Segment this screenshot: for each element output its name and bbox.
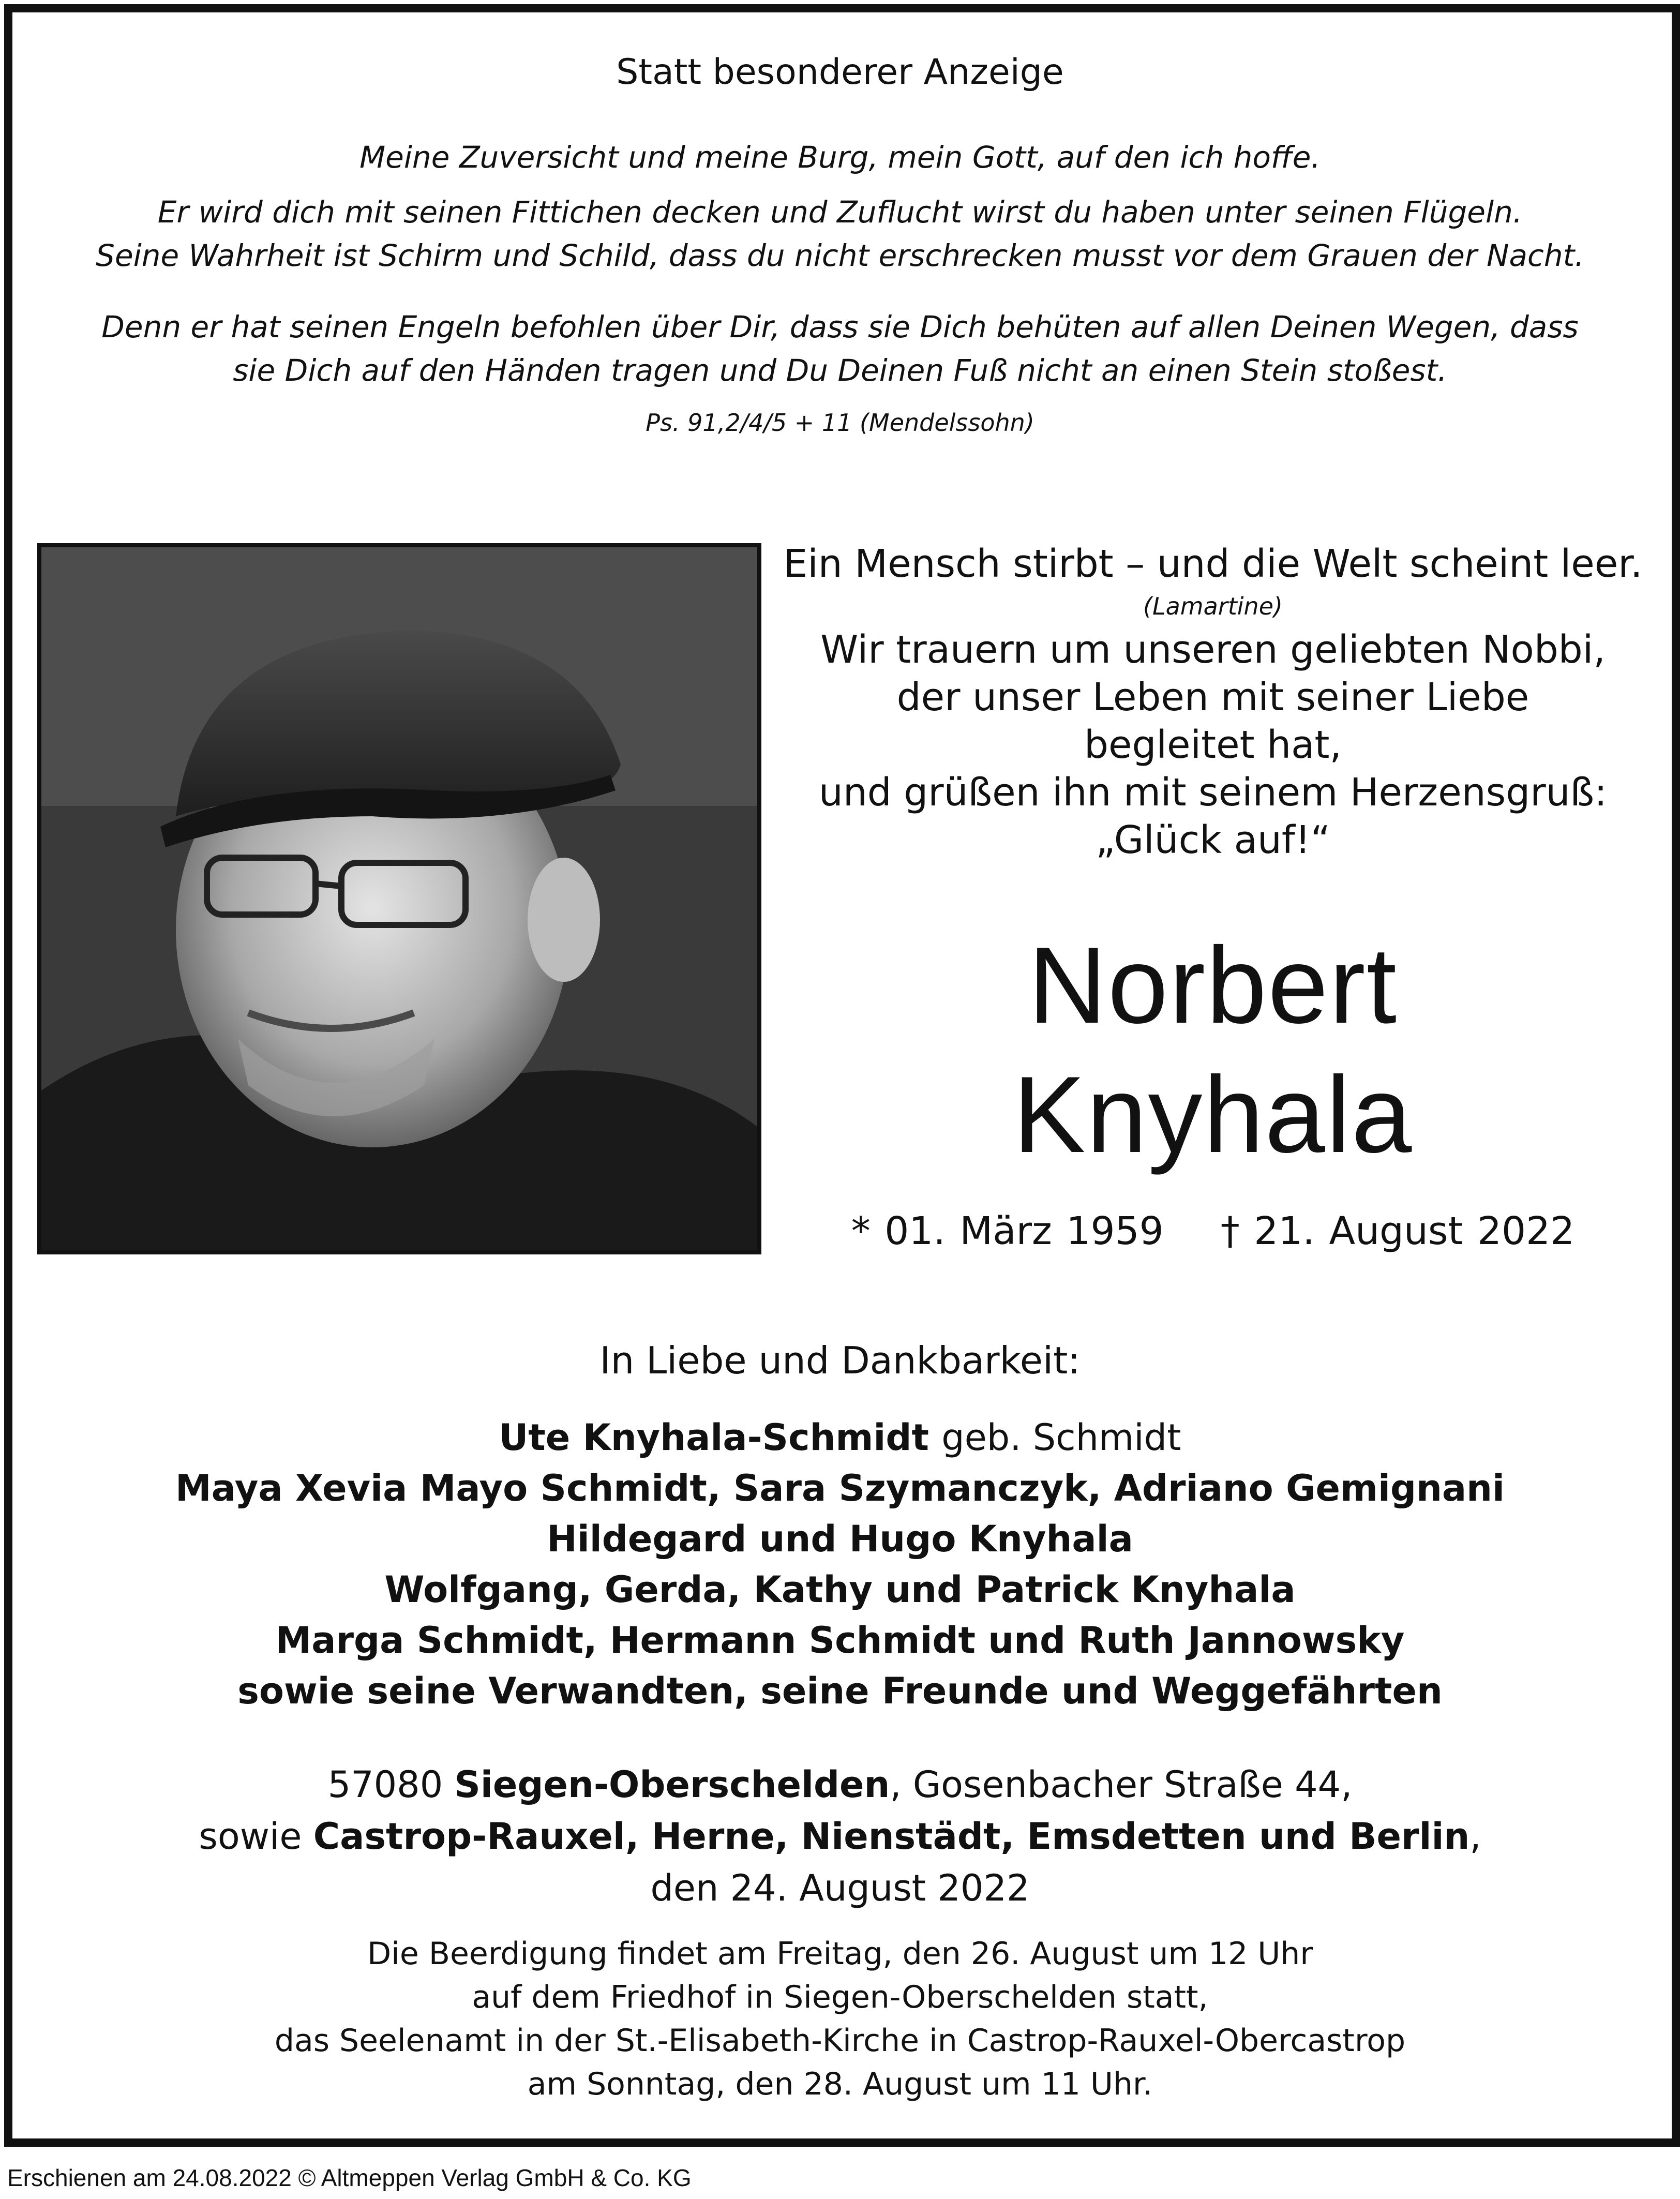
funeral-line: am Sonntag, den 28. August um 11 Uhr. [527,2066,1153,2102]
spouse-maiden-name: geb. Schmidt [941,1416,1181,1459]
tribute-line: Wir trauern um unseren geliebten Nobbi, [820,627,1606,672]
also-suffix: , [1469,1815,1481,1858]
psalm-line: Seine Wahrheit ist Schirm und Schild, dass du nicht erschrecken musst vor dem Grauen der Nacht. [96,238,1584,273]
deceased-name [776,921,1650,1179]
psalm-line: Er wird dich mit seinen Fittichen decken und Zuflucht wirst du haben unter seinen Flügeln. [157,195,1523,230]
funeral-line: Die Beerdigung findet am Freitag, den 26. August um 12 Uhr [367,1936,1313,1972]
mourner-line: sowie seine Verwandten, seine Freunde und Weggefährten [237,1670,1443,1712]
tribute-line: begleitet hat, [1084,723,1342,767]
tribute-line: „Glück auf!“ [1096,818,1330,862]
spouse-name: Ute Knyhala-Schmidt [499,1416,929,1459]
notice-date: den 24. August 2022 [650,1867,1030,1909]
mourners-list [0,1412,1680,1716]
mourner-line: Wolfgang, Gerda, Kathy und Patrick Knyhala [384,1568,1296,1611]
portrait-photo [37,543,761,1254]
portrait-illustration [41,547,757,1250]
also-prefix: sowie [199,1815,302,1858]
psalm-source: Ps. 91,2/4/5 + 11 (Mendelssohn) [646,409,1034,437]
psalm-verse-1: Meine Zuversicht und meine Burg, mein Gott, auf den ich hoffe. [359,140,1321,175]
mourner-line: Marga Schmidt, Hermann Schmidt und Ruth Jannowsky [275,1619,1405,1662]
deceased-first-name: Norbert [1028,924,1398,1046]
other-places: Castrop-Rauxel, Herne, Nienstädt, Emsdetten und Berlin [313,1815,1470,1858]
funeral-details [0,1932,1680,2106]
quote-author: (Lamartine) [1143,592,1283,620]
tribute-text [776,626,1650,864]
psalm-verse-2 [0,190,1680,277]
birth-date: * 01. März 1959 [851,1209,1164,1253]
mourners-intro: In Liebe und Dankbarkeit: [599,1339,1081,1382]
street: , Gosenbacher Straße 44, [890,1763,1353,1806]
postcode: 57080 [327,1763,443,1806]
tribute-line: und grüßen ihn mit seinem Herzensgruß: [818,770,1608,815]
address-line [0,1811,1680,1862]
mourner-line [0,1412,1680,1463]
funeral-line: das Seelenamt in der St.-Elisabeth-Kirche in Castrop-Rauxel-Obercastrop [274,2023,1406,2059]
mourner-line: Maya Xevia Mayo Schmidt, Sara Szymanczyk, Adriano Gemignani [175,1467,1505,1509]
mourner-line: Hildegard und Hugo Knyhala [547,1518,1133,1560]
deceased-last-name: Knyhala [1013,1054,1413,1175]
funeral-line: auf dem Friedhof in Siegen-Oberschelden statt, [472,1979,1208,2015]
psalm-verse-3 [0,305,1680,392]
address-line [0,1759,1680,1811]
psalm-line: Denn er hat seinen Engeln befohlen über Dir, dass sie Dich behüten auf allen Deinen Wegen, dass [101,309,1579,345]
publication-footer: Erschienen am 24.08.2022 © Altmeppen Verlag GmbH & Co. KG [7,2164,692,2191]
life-dates [776,1205,1650,1257]
notice-heading: Statt besonderer Anzeige [616,52,1064,93]
address-block [0,1759,1680,1914]
quote-text: Ein Mensch stirbt – und die Welt scheint leer. [783,542,1643,586]
psalm-line: sie Dich auf den Händen tragen und Du Deinen Fuß nicht an einen Stein stoßest. [233,353,1447,388]
death-date: † 21. August 2022 [1220,1209,1575,1253]
tribute-line: der unser Leben mit seiner Liebe [896,675,1529,720]
city: Siegen-Oberschelden [454,1763,890,1806]
